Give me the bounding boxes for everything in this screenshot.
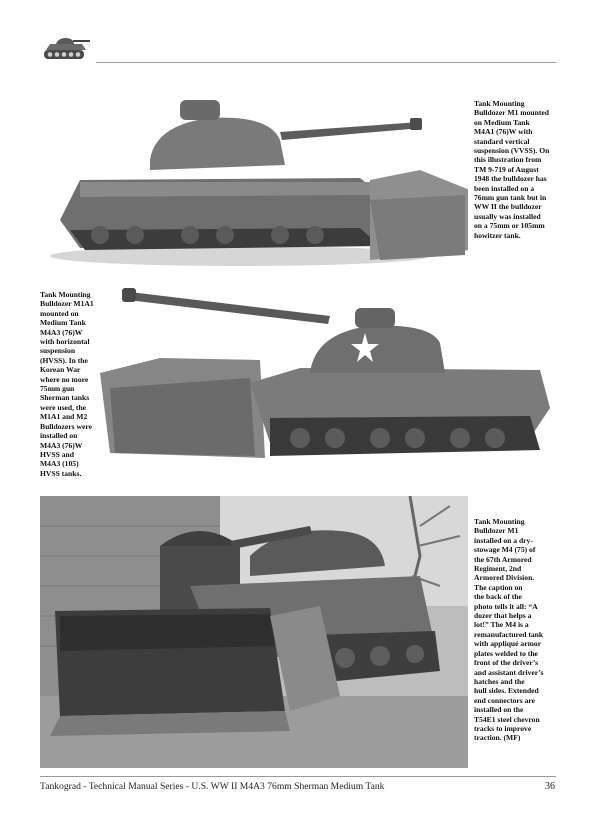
footer-series-title: Tankograd - Technical Manual Series - U.S. WW II M4A3 76mm Sherman Medium Tank (40, 781, 385, 792)
photo-tank-bulldozer-m4a3 (100, 278, 560, 478)
sherman-tank-icon (40, 32, 92, 62)
photo-tank-bulldozer-outdoor (40, 496, 468, 768)
page-number: 36 (545, 781, 555, 792)
header-rule (96, 62, 556, 63)
footer-rule (40, 776, 556, 777)
caption-photo-3: Tank Mounting Bulldozer M1 installed on a dry- stowage M4 (75) of the 67th Armored Regiment, 2nd Armored Division. The caption on the back of the photo tells it all: “A dozer that helps a lot!” The M4 is a remanufactured tank with appliqué armor plates welded to the front of the driver’s and assistant driver’s hatches and the hull sides. Extended end connectors are installed on the T54E1 steel chevron tracks to improve traction. (MF) (474, 517, 544, 743)
caption-photo-2: Tank Mounting Bulldozer M1A1 mounted on Medium Tank M4A3 (76)W with horizontal suspension (HVSS). In the Korean War where no more 75mm gun Sherman tanks were used, the M1A1 and M2 Bulldozers were installed on M4A3 (76)W HVSS and M4A3 (105) HVSS tanks. (40, 290, 94, 478)
photo-tank-bulldozer-m4a1 (40, 70, 468, 270)
caption-photo-1: Tank Mounting Bulldozer M1 mounted on Medium Tank M4A1 (76)W with standard vertical suspension (VVSS). On this illustration from TM 9-719 of August 1948 the bulldozer has been installed on a 76mm gun tank but in WW II the bulldozer usually was installed on a 75mm or 105mm howitzer tank. (474, 99, 550, 240)
